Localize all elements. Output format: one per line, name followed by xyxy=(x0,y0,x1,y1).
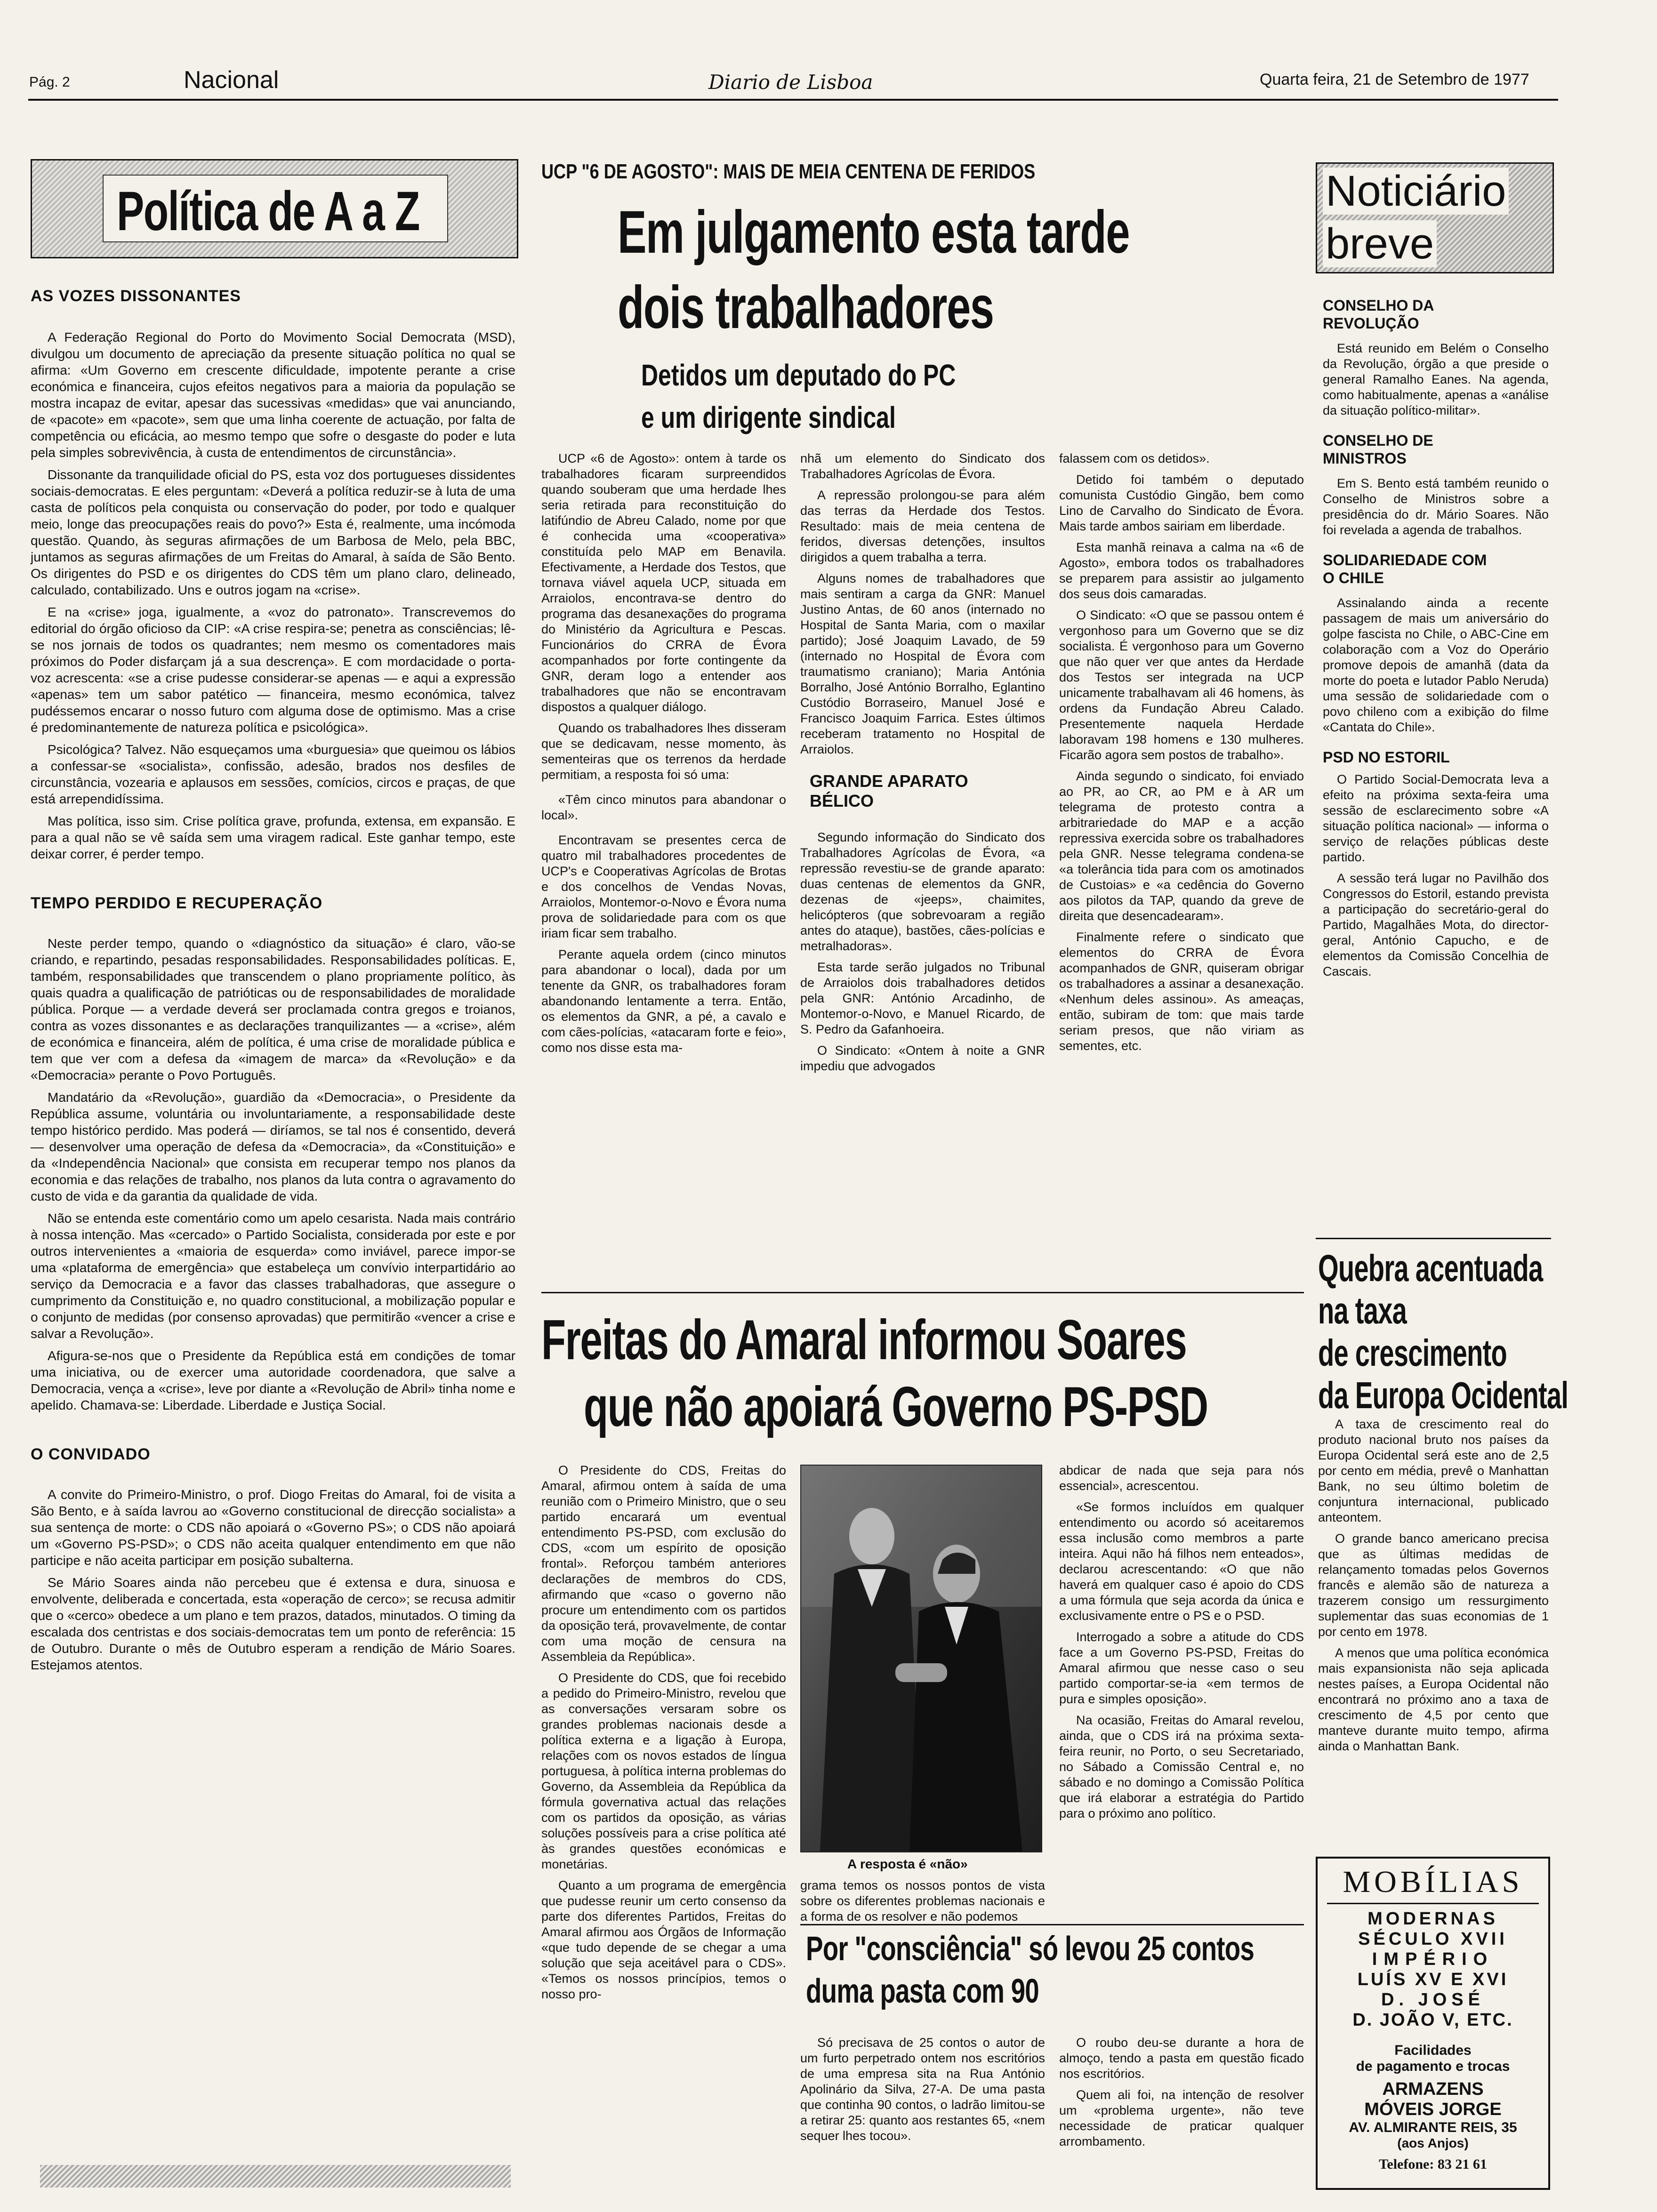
freitas-headline-line2: que não apoiará Governo PS-PSD xyxy=(584,1375,1208,1438)
furniture-ad xyxy=(1316,1857,1550,2190)
breve-banner-line2: breve xyxy=(1323,220,1437,267)
paragraph: O grande banco americano precisa que as últimas medidas de relançamento tomadas pelos Governos francês e alemão são de natureza a trazerem consigo um ressurgimento suplementar das suas economias de 1 por cento em 1978. xyxy=(1318,1531,1549,1639)
paragraph: Detido foi também o deputado comunista Custódio Gingão, bem como Lino de Carvalho do Sindicato de Évora. Mais tarde ambos sairiam em liberdade. xyxy=(1059,473,1304,533)
breve-title-chile: SOLIDARIEDADE COM O CHILE xyxy=(1323,552,1487,586)
politica-banner xyxy=(31,159,518,258)
ad-line: IMPÉRIO xyxy=(1372,1949,1494,1969)
ucp-kicker: UCP "6 DE AGOSTO": MAIS DE MEIA CENTENA DE FERIDOS xyxy=(541,160,1036,183)
section-name: Nacional xyxy=(184,66,279,94)
paragraph: O Partido Social-Democrata leva a efeito na próxima sexta-feira uma sessão de esclarecimento sobre «A situação política nacional» — informa o serviço de relações públicas deste partido. xyxy=(1323,772,1549,864)
ad-line: Facilidades xyxy=(1394,2043,1472,2058)
paragraph: Perante aquela ordem (cinco minutos para abandonar o local), dada por um tenente da GNR, os trabalhadores foram abandonando lentamente a terra. Então, os elementos da GNR, a pé, a cavalo e com cães-polícias, «atacaram forte e feio», como nos disse esta ma- xyxy=(541,947,786,1055)
freitas-headline-line1: Freitas do Amaral informou Soares xyxy=(541,1308,1187,1371)
paragraph: abdicar de nada que seja para nós essencial», acrescentou. xyxy=(1059,1463,1304,1493)
ad-line: (aos Anjos) xyxy=(1397,2136,1469,2150)
masthead-rule xyxy=(28,99,1558,101)
ad-line: LUÍS XV E XVI xyxy=(1357,1970,1509,1989)
paragraph: A menos que uma política económica mais expansionista não seja aplicada nestes países, a Europa Ocidental não encontrará no próximo ano a taxa de crescimento de 4,5 por cento que manteve durante muito tempo, afirma ainda o Manhattan Bank. xyxy=(1318,1646,1549,1753)
paragraph: A Federação Regional do Porto do Movimento Social Democrata (MSD), divulgou um documento de apreciação da presente situação política no qual se afirma: «Um Governo em crescente dificuldade, impotente perante a crise económica e financeira, cujos efeitos negativos para a maioria da população se mostra incapaz de evitar, apesar das sucessivas «medidas» que vai anunciando, de «pacote» em «pacote», sem que uma linha coerente de actuação, por falta de competência ou eficácia, ao mesmo tempo que sofre o desgaste do poder e luta pela simples sobrevivência, à custa de entendimentos de circunstância». xyxy=(31,330,515,460)
pasta-headline-line1: Por "consciência" só levou 25 contos xyxy=(806,1930,1255,1968)
paragraph: Está reunido em Belém o Conselho da Revolução, órgão a que preside o general Ramalho Eanes. Na agenda, como habitualmente, apenas a «análise da situação político-militar». xyxy=(1323,341,1549,417)
ucp-headline-line2: dois trabalhadores xyxy=(618,274,994,341)
paragraph: Neste perder tempo, quando o «diagnóstico da situação» é claro, vão-se criando, e repartindo, pesadas responsabilidades. Responsabilidades políticas. E, também, responsabilidades que transcendem o plano propriamente político, às quais quadra a qualificação de patrióticas ou de responsabilidades de moralidade pública. Porque — a verdade deverá ser proclamada contra gregos e troianos, contra as vozes dissonantes e as declarações tranquilizantes — a «crise», além de económica e financeira, além de política, é uma crise de moralidade pública e tem que ver com a defesa da «imagem de marca» da «Revolução» e da «Democracia» perante o Povo Português. xyxy=(31,936,515,1082)
ad-line: MÓVEIS JORGE xyxy=(1364,2100,1502,2119)
paragraph: A repressão prolongou-se para além das terras da Herdade dos Testos. Resultado: mais de meia centena de feridos, diversas detenções, insultos dirigidos a quem trabalha a terra. xyxy=(800,488,1045,564)
paragraph: Quem ali foi, na intenção de resolver um «problema urgente», não teve necessidade de praticar qualquer arrombamento. xyxy=(1059,2088,1304,2148)
europa-divider xyxy=(1316,1238,1551,1239)
paragraph: O Presidente do CDS, Freitas do Amaral, afirmou ontem à saída de uma reunião com o Primeiro Ministro, que o seu partido encarará um eventual entendimento PS-PSD, com exclusão do CDS, «com um espírito de oposição frontal». Reforçou também anteriores declarações de membros do CDS, afirmando que «caso o governo não procure um entendimento com os partidos da oposição terá, provavelmente, de contar com uma moção de censura na Assembleia da República». xyxy=(541,1463,786,1664)
section-title-convidado: O CONVIDADO xyxy=(31,1445,151,1463)
ad-line: Telefone: 83 21 61 xyxy=(1379,2156,1487,2172)
pasta-column-2 xyxy=(1059,2035,1304,2155)
freitas-column-1 xyxy=(541,1463,786,2008)
paragraph: «Se formos incluídos em qualquer entendimento ou acordo só aceitaremos essa inclusão como membros a parte inteira. Aqui não há filhos nem enteados», declarou acrescentando: «O que não haverá em qualquer caso é apoio do CDS a uma fórmula que seja acorda da única e exclusivamente entre o PS e o PSD. xyxy=(1059,1500,1304,1623)
paragraph: Assinalando ainda a recente passagem de mais um aniversário do golpe fascista no Chile, o ABC-Cine em colaboração com a Voz do Operário promove depois de amanhã (data da morte do poeta e lutador Pablo Neruda) uma sessão de solidariedade com o povo chileno com a exibição do filme «Cantata do Chile». xyxy=(1323,596,1549,734)
section-title-tempo: TEMPO PERDIDO E RECUPERAÇÃO xyxy=(31,894,323,912)
ad-line: SÉCULO XVII xyxy=(1358,1929,1508,1949)
paragraph: Quanto a um programa de emergência que pudesse reunir um certo consenso da parte dos diferentes Partidos, Freitas do Amaral afirmou aos Órgãos de Informação «que tudo depende de se chegar a uma solução que seja aceitável para o CDS». «Temos os nossos princípios, temos o nosso pro- xyxy=(541,1878,786,2001)
paper-name: Diario de Lisboa xyxy=(708,71,873,94)
paragraph: Quando os trabalhadores lhes disseram que se dedicavam, nesse momento, às sementeiras que os terrenos da herdade permitiam, a resposta foi só uma: xyxy=(541,721,786,782)
europa-headline-line4: da Europa Ocidental xyxy=(1318,1374,1569,1416)
paragraph: Ainda segundo o sindicato, foi enviado ao PR, ao CR, ao PM e à AR um telegrama de protesto contra a arbitrariedade do MAP e a acção repressiva exercida sobre os trabalhadores pela GNR. Nesse telegrama condena-se «a tolerância tida para com os amotinados de Custoias» e «a cedência do Governo aos pilotos da TAP, quando da greve de direita que desencadearam». xyxy=(1059,769,1304,923)
paragraph: Em S. Bento está também reunido o Conselho de Ministros sobre a presidência do dr. Mário Soares. Não foi revelada a agenda de trabalhos. xyxy=(1323,476,1549,537)
pasta-column-1 xyxy=(800,2035,1045,2149)
paragraph: Interrogado a sobre a atitude do CDS face a um Governo PS-PSD, Freitas do Amaral afirmou que nesse caso o seu partido comportar-se-ia «em termos de pura e simples oposição». xyxy=(1059,1630,1304,1706)
photo-two-men xyxy=(801,1466,1041,1851)
breve-banner-line1: Noticiário xyxy=(1323,168,1509,215)
footer-hatch xyxy=(40,2165,511,2188)
freitas-column-2 xyxy=(800,1878,1045,1930)
paragraph: O Presidente do CDS, que foi recebido a pedido do Primeiro-Ministro, revelou que as conversações versaram sobre os grandes problemas nacionais desde a política externa e a ligação à Europa, relações com os novos estados de língua portuguesa, à política interna problemas do Governo, da Assembleia da República da fórmula governativa actual das relações com os partidos da oposição, as várias soluções possíveis para a crise política até às grandes questões económicas e monetárias. xyxy=(541,1671,786,1871)
ad-line: AV. ALMIRANTE REIS, 35 xyxy=(1349,2120,1517,2135)
ucp-column-3 xyxy=(1059,451,1304,1059)
page-number: Pág. 2 xyxy=(29,74,70,90)
news-photo xyxy=(800,1465,1042,1852)
ad-line: D. JOSÉ xyxy=(1381,1990,1485,2010)
europa-headline-line1: Quebra acentuada xyxy=(1318,1247,1543,1289)
ucp-headline-line1: Em julgamento esta tarde xyxy=(618,199,1130,266)
breve-title-psd-estoril: PSD NO ESTORIL xyxy=(1323,749,1450,766)
paragraph: A convite do Primeiro-Ministro, o prof. Diogo Freitas do Amaral, foi de visita a São Bento, e à saída lavrou ao «Governo constitucional de direcção socialista» a sua sentença de morte: o CDS não apoiará o «Governo PS»; o CDS não apoiará um «Governo PS-PSD»; o CDS não aceita qualquer entendimento em que não participe e não aceita participar em posição subalterna. xyxy=(31,1487,515,1568)
paragraph: Mandatário da «Revolução», guardião da «Democracia», o Presidente da República assume, voluntária ou involuntariamente, a responsabilidade deste tempo histórico perdido. Mas poderá — diríamos, se tal nos é consentido, deverá — desenvolver uma operação de defesa da «Democracia», da «Constituição» e da «Independência Nacional» que consista em recuperar tempo nos planos da economia e das relações de trabalho, nos planos da luta contra o agravamento do custo de vida e da garantia da qualidade de vida. xyxy=(31,1090,515,1203)
photo-caption: A resposta é «não» xyxy=(847,1857,968,1871)
paragraph: Afigura-se-nos que o Presidente da República está em condições de tomar uma iniciativa, ou de exercer uma autoridade coordenadora, que salve a Democracia, vença a «crise», leve por diante a «Revolução de Abril» tinha nome e apelido. Chamava-se: Liberdade. Liberdade e Justiça Social. xyxy=(31,1348,515,1412)
paragraph: A sessão terá lugar no Pavilhão dos Congressos do Estoril, estando prevista a participação do secretário-geral do Partido, Magalhães Mota, do director-geral, António Capucho, e de elementos da Comissão Concelhia de Cascais. xyxy=(1323,871,1549,978)
paragraph: E na «crise» joga, igualmente, a «voz do patronato». Transcrevemos do editorial do órgão oficioso da CIP: «A crise respira-se; penetra as consciências; lê-se nos jornais de todos os quadrantes; nem mesmo os comentadores mais próximos do Poder disfarçam já a sua descrença». E com mordacidade o porta-voz acrescenta: «se a crise pudesse considerar-se apenas — e aqui a expressão «apenas» tem um sabor patético — financeira, mesmo económica, talvez pudéssemos encarar o nosso futuro com alguma dose de optimismo. Mas a crise é predominantemente de natureza política e psicológica». xyxy=(31,605,515,735)
paragraph: Na ocasião, Freitas do Amaral revelou, ainda, que o CDS irá na próxima sexta-feira reunir, no Porto, o seu Secretariado, no Sábado a Comissão Central e, no sábado e no domingo a Comissão Política que irá elaborar a estratégia do Partido para o próximo ano político. xyxy=(1059,1713,1304,1820)
section-title-vozes: AS VOZES DISSONANTES xyxy=(31,287,241,305)
breve-column xyxy=(1323,297,1549,985)
politica-banner-title: Política de A a Z xyxy=(117,180,419,242)
breve-title-conselho-ministros: CONSELHO DE MINISTROS xyxy=(1323,432,1433,467)
paragraph: Psicológica? Talvez. Não esqueçamos uma «burguesia» que queimou os lábios a confessar-se «socialista», confissão, adesão, brados nos desfiles de circunstância, vozearia e aplausos em sessões, comícios, circos e praças, de que está arrependidíssima. xyxy=(31,742,515,806)
ad-line: MOBÍLIAS xyxy=(1343,1865,1523,1899)
ad-line: ARMAZENS xyxy=(1382,2079,1484,2099)
issue-date: Quarta feira, 21 de Setembro de 1977 xyxy=(1260,71,1529,88)
paragraph: Mas política, isso sim. Crise política grave, profunda, extensa, em expansão. E para a qual não se vê saída sem uma viragem radical. Este ganhar tempo, este deixar correr, é perder tempo. xyxy=(31,814,515,861)
freitas-column-3 xyxy=(1059,1463,1304,1827)
breve-title-conselho-revolucao: CONSELHO DA REVOLUÇÃO xyxy=(1323,297,1434,332)
paragraph: O Sindicato: «Ontem à noite a GNR impediu que advogados xyxy=(800,1043,1045,1073)
europa-headline-line2: na taxa xyxy=(1318,1290,1407,1331)
paragraph: grama temos os nossos pontos de vista sobre os diferentes problemas nacionais e a forma de os resolver e não podemos xyxy=(800,1878,1045,1923)
europa-headline-line3: de crescimento xyxy=(1318,1332,1507,1374)
paragraph: Esta tarde serão julgados no Tribunal de Arraiolos dois trabalhadores detidos pela GNR: António Arcadinho, de Montemor-o-Novo, e Manuel Ricardo, de S. Pedro da Gafanhoeira. xyxy=(800,960,1045,1036)
paragraph: nhã um elemento do Sindicato dos Trabalhadores Agrícolas de Évora. xyxy=(800,451,1045,481)
paragraph: UCP «6 de Agosto»: ontem à tarde os trabalhadores ficaram surpreendidos quando souberam que uma herdade lhes seria retirada para reconstituição do latifúndio de Abreu Calado, nome por que é conhecida uma «cooperativa» constituída pelo MAP em Benavila. Efectivamente, a Herdade dos Testos, que tornava viável aquela UCP, situada em Arraiolos, encontrava-se dentro do programa das desanexações do programa do Ministério da Agricultura e Pescas. Funcionários do CRRA de Évora acompanhados por forte contingente da GNR, deram logo a entender aos trabalhadores que não se encontravam dispostos a qualquer diálogo. xyxy=(541,451,786,714)
paragraph: Alguns nomes de trabalhadores que mais sentiram a carga da GNR: Manuel Justino Antas, de 60 anos (internado no Hospital de Santa Maria, com o maxilar partido); José Joaquim Lavado, de 59 (internado no Hospital de Évora com traumatismo craniano); Maria Antónia Borralho, José António Borralho, Eglantino Custódio Borraseiro, Manuel José e Francisco Joaquim Farrica. Estes últimos receberam tratamento no Hospital de Arraiolos. xyxy=(800,571,1045,756)
paragraph: Encontravam se presentes cerca de quatro mil trabalhadores procedentes de UCP's e Cooperativas Agrícolas de Brotas e dos concelhos de Vendas Novas, Arraiolos, Montemor-o-Novo e Évora numa prova de solidariedade para com os que iriam ficar sem trabalho. xyxy=(541,833,786,940)
pasta-headline-line2: duma pasta com 90 xyxy=(806,1972,1039,2010)
paragraph: Esta manhã reinava a calma na «6 de Agosto», embora todos os trabalhadores se preparem para assistir ao julgamento dos seus dois camaradas. xyxy=(1059,540,1304,601)
paragraph: Segundo informação do Sindicato dos Trabalhadores Agrícolas de Évora, «a repressão revestiu-se de grande aparato: duas centenas de elementos da GNR, dezenas de «jeeps», chaimites, helicópteros (que sobrevoaram a região antes do ataque), bastões, cães-polícias e metralhadoras». xyxy=(800,830,1045,953)
pasta-divider xyxy=(800,1924,1304,1925)
politica-column xyxy=(31,288,515,1679)
ucp-column-2 xyxy=(800,451,1045,1080)
paragraph: falassem com os detidos». xyxy=(1059,451,1210,465)
paragraph: Só precisava de 25 contos o autor de um furto perpetrado ontem nos escritórios de uma empresa sita na Rua António Apolinário da Silva, 27-A. De uma pasta que continha 90 contos, o ladrão limitou-se a retirar 25: quanto aos restantes 65, «nem sequer lhes tocou». xyxy=(800,2036,1045,2143)
paragraph: Se Mário Soares ainda não percebeu que é extensa e dura, sinuosa e envolvente, deliberada e concertada, esta «operação de cerco»; se recusa admitir que o «cerco» obedece a um plano e tem prazos, datados, minutados. O timing da escalada dos centristas e dos sociais-democratas tem um ponto de referência: 15 de Outubro. Durante o mês de Outubro esperam a rendição de Mário Soares. Estejamos atentos. xyxy=(31,1575,515,1672)
breve-banner xyxy=(1316,162,1554,273)
story-divider xyxy=(541,1292,1304,1293)
paragraph: «Têm cinco minutos para abandonar o local». xyxy=(541,793,786,822)
paragraph: O roubo deu-se durante a hora de almoço, tendo a pasta em questão ficado nos escritórios. xyxy=(1059,2036,1304,2081)
ad-line: MODERNAS xyxy=(1367,1909,1498,1929)
ucp-column-1 xyxy=(541,451,786,1061)
europa-headline xyxy=(1318,1247,1569,1417)
ucp-subhead: GRANDE APARATO BÉLICO xyxy=(810,771,968,810)
paragraph: Finalmente refere o sindicato que elementos do CRRA de Évora acompanhados de GNR, quiseram obrigar os trabalhadores a assinar a desanexação. «Nenhum deles assinou». As ameaças, então, subiram de tom: que mais tarde seriam presos, que não viriam as sementes, etc. xyxy=(1059,930,1304,1053)
ad-line: de pagamento e trocas xyxy=(1356,2059,1510,2074)
paragraph: Dissonante da tranquilidade oficial do PS, esta voz dos portugueses dissidentes sociais-democratas. E eles perguntam: «Deverá a política reduzir-se à luta de uma casta de políticos pela conquista ou conservação do poder, por todo e qualquer meio, longe das preocupações reais do povo?» Esta é, realmente, uma incómoda questão. Quando, às seguras afirmações de um Barbosa de Melo, pela BBC, juntamos as seguras afirmações de um Freitas do Amaral, à saída de São Bento. Os dirigentes do PSD e os dirigentes do CDS têm um plano claro, delineado, calculado, contabilizado. Uns e outros jogam na «crise». xyxy=(31,467,515,597)
ucp-deck-line1: Detidos um deputado do PC xyxy=(641,358,956,392)
europa-column xyxy=(1318,1417,1549,1760)
ad-line: D. JOÃO V, ETC. xyxy=(1352,2010,1513,2030)
ucp-deck-line2: e um dirigente sindical xyxy=(641,401,896,434)
paragraph: Não se entenda este comentário como um apelo cesarista. Nada mais contrário à nossa intenção. Mas «cercado» o Partido Socialista, considerada por este e por outros intervenientes a «maioria de esquerda» como inviável, parece impor-se uma «plataforma de emergência» que estabeleça um convívio interpartidário ao serviço da Democracia e a favor das classes trabalhadoras, que assegure o cumprimento da Constituição e, no quadro constitucional, a mobilização popular e o conjunto de medidas (por consenso aprovadas) que permitirão «vencer a crise e salvar a Revolução». xyxy=(31,1211,515,1341)
paragraph: O Sindicato: «O que se passou ontem é vergonhoso para um Governo que se diz socialista. É vergonhoso para um Governo que não quer ver que antes da Herdade dos Testos ser integrada na UCP unicamente trabalhavam ali 46 homens, às ordens da Fundação Abreu Calado. Presentemente naquela Herdade laboravam 198 homens e 130 mulheres. Ficarão agora sem postos de trabalho». xyxy=(1059,608,1304,762)
paragraph: A taxa de crescimento real do produto nacional bruto nos países da Europa Ocidental será este ano de 2,5 por cento em média, prevê o Manhattan Bank, no seu último boletim de conjuntura internacional, publicado anteontem. xyxy=(1318,1417,1549,1524)
